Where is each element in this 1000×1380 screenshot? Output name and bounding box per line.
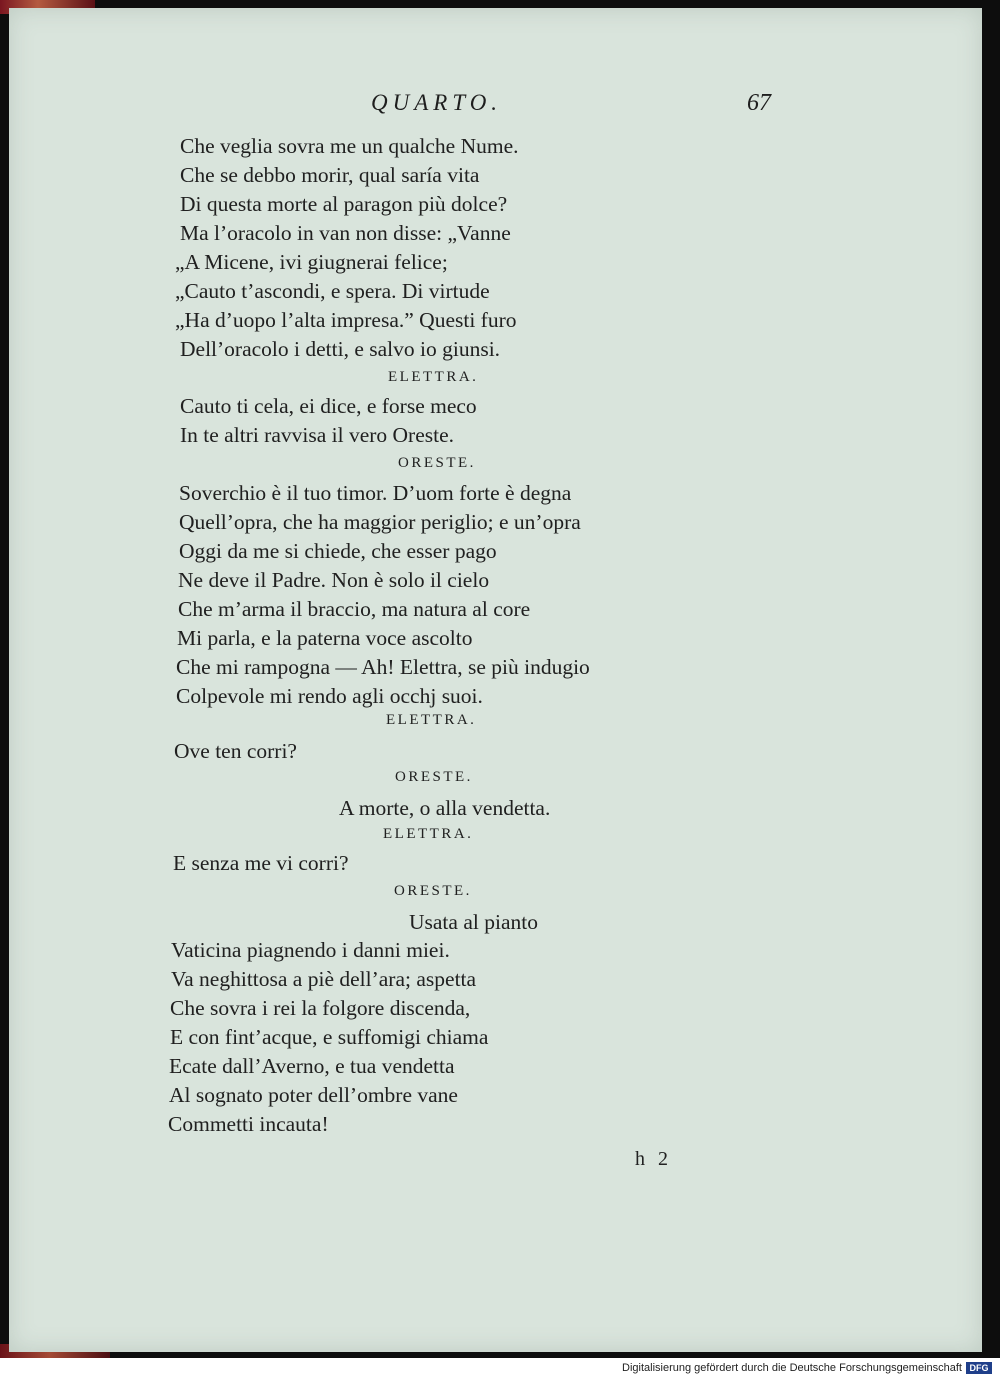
verse-line: Al sognato poter dell’ombre vane	[169, 1083, 458, 1107]
verse-line: Oggi da me si chiede, che esser pago	[179, 539, 497, 563]
signature-mark: h 2	[635, 1148, 672, 1170]
verse-line: Che veglia sovra me un qualche Nume.	[180, 134, 519, 158]
speaker-label: ELETTRA.	[386, 712, 477, 728]
verse-line: Soverchio è il tuo timor. D’uom forte è degna	[179, 481, 572, 505]
page-number: 67	[747, 90, 771, 116]
verse-line: Ove ten corri?	[174, 739, 297, 763]
speaker-label: ELETTRA.	[388, 369, 479, 385]
verse-line: Ne deve il Padre. Non è solo il cielo	[178, 568, 490, 592]
book-page	[9, 8, 982, 1352]
verse-line: Che sovra i rei la folgore discenda,	[170, 996, 471, 1020]
verse-line: E senza me vi corri?	[173, 851, 349, 875]
verse-line: Di questa morte al paragon più dolce?	[180, 192, 508, 216]
running-header-title: QUARTO.	[371, 90, 503, 115]
verse-line: Che mi rampogna — Ah! Elettra, se più indugio	[176, 655, 590, 679]
verse-line: Colpevole mi rendo agli occhj suoi.	[176, 684, 483, 708]
verse-line: Che se debbo morir, qual saría vita	[180, 163, 480, 187]
verse-line: E con fint’acque, e suffomigi chiama	[170, 1025, 489, 1049]
verse-line: Dell’oracolo i detti, e salvo io giunsi.	[180, 337, 501, 361]
speaker-label: ORESTE.	[394, 883, 472, 899]
dfg-logo: DFG	[966, 1362, 992, 1374]
verse-line: „Ha d’uopo l’alta impresa.” Questi furo	[175, 308, 517, 332]
verse-line: Ecate dall’Averno, e tua vendetta	[169, 1054, 455, 1078]
verse-line: „Cauto t’ascondi, e spera. Di virtude	[175, 279, 490, 303]
verse-line: Vaticina piagnendo i danni miei.	[171, 938, 450, 962]
footer-bar	[0, 1358, 1000, 1380]
verse-line: „A Micene, ivi giugnerai felice;	[175, 250, 448, 274]
verse-line: Mi parla, e la paterna voce ascolto	[177, 626, 473, 650]
verse-line: In te altri ravvisa il vero Oreste.	[180, 423, 455, 447]
funding-credit: Digitalisierung gefördert durch die Deutsche Forschungsgemeinschaft	[622, 1362, 962, 1374]
verse-line: Ma l’oracolo in van non disse: „Vanne	[180, 221, 511, 245]
verse-line: Commetti incauta!	[168, 1112, 329, 1136]
verse-line: Che m’arma il braccio, ma natura al core	[178, 597, 531, 621]
verse-line: Usata al pianto	[409, 910, 538, 934]
verse-line: Quell’opra, che ha maggior periglio; e un’opra	[179, 510, 581, 534]
speaker-label: ELETTRA.	[383, 826, 474, 842]
speaker-label: ORESTE.	[398, 455, 476, 471]
speaker-label: ORESTE.	[395, 769, 473, 785]
verse-line: Cauto ti cela, ei dice, e forse meco	[180, 394, 477, 418]
verse-line: A morte, o alla vendetta.	[339, 796, 551, 820]
verse-line: Va neghittosa a piè dell’ara; aspetta	[171, 967, 477, 991]
